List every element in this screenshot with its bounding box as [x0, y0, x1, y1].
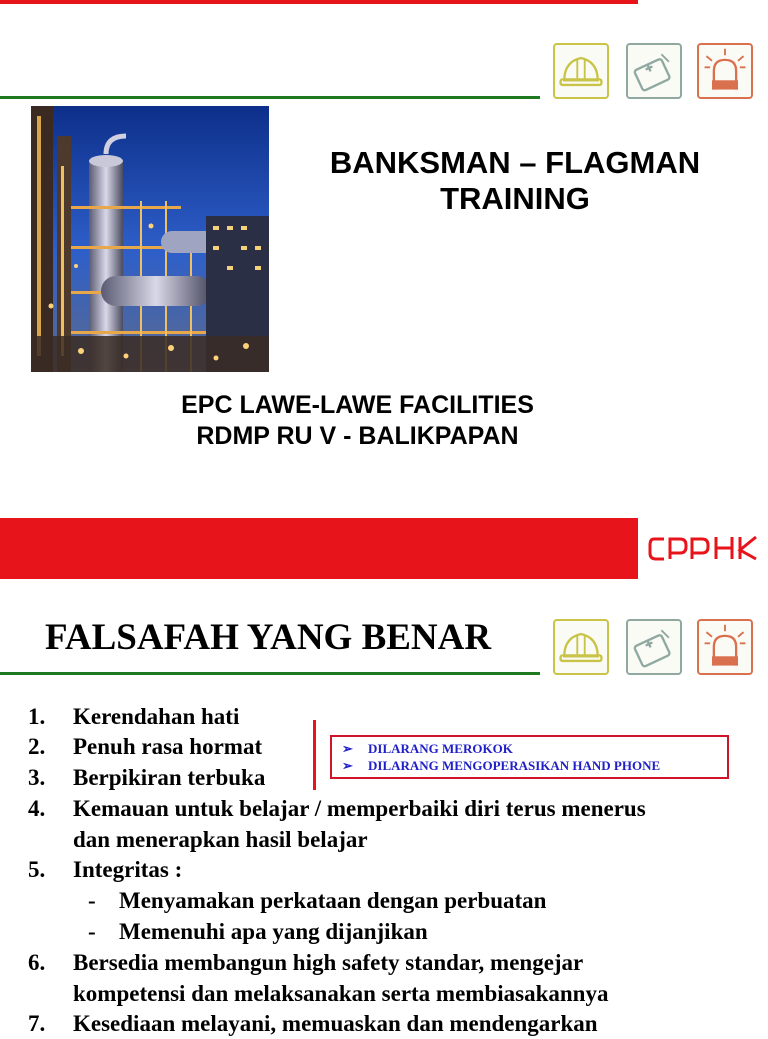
list-text: Penuh rasa hormat [73, 734, 263, 759]
list-text: kompetensi dan melaksanakan serta membiasakannya [73, 981, 609, 1006]
refinery-photo [31, 106, 269, 372]
list-text: Bersedia membangun high safety standar, mengejar [73, 950, 584, 975]
project-line-1: EPC LAWE-LAWE FACILITIES [181, 391, 534, 419]
list-text: Kesediaan melayani, memuaskan dan mendengarkan [73, 1011, 598, 1036]
notice-item [342, 740, 727, 757]
list-number: 5. [28, 857, 46, 882]
title-line-2: TRAINING [440, 181, 590, 216]
list-text: Menyamakan perkataan dengan perbuatan [119, 888, 547, 913]
hard-hat-icon [553, 43, 609, 99]
hard-hat-icon [553, 619, 609, 675]
list-text: dan menerapkan hasil belajar [73, 827, 368, 852]
list-number: 2. [28, 734, 46, 759]
notice-text: DILARANG MEROKOK [368, 741, 513, 756]
list-dash: - [88, 919, 96, 944]
notice-text: DILARANG MENGOPERASIKAN HAND PHONE [368, 758, 661, 773]
arrow-bullet-icon: ➢ [342, 741, 353, 756]
top-red-stripe [0, 0, 638, 4]
list-number: 1. [28, 704, 46, 729]
fire-alarm-icon [697, 43, 753, 99]
arrow-bullet-icon: ➢ [342, 758, 353, 773]
slide2-title: FALSAFAH YANG BENAR [45, 617, 492, 658]
header-green-line [0, 96, 540, 99]
notice-item [342, 757, 727, 774]
slide-title [290, 145, 740, 217]
first-aid-kit-icon [626, 43, 682, 99]
notice-red-bar [313, 720, 316, 790]
list-number: 6. [28, 950, 46, 975]
cpphk-logo [648, 533, 760, 565]
notice-box [330, 735, 729, 779]
list-text: Berpikiran terbuka [73, 765, 266, 790]
list-text: Kemauan untuk belajar / memperbaiki diri terus menerus [73, 796, 646, 821]
list-text: Memenuhi apa yang dijanjikan [119, 919, 428, 944]
red-footer-band [0, 518, 638, 579]
list-dash: - [88, 888, 96, 913]
list-number: 7. [28, 1011, 46, 1036]
first-aid-kit-icon [626, 619, 682, 675]
slide2-green-line [0, 672, 540, 675]
title-line-1: BANKSMAN – FLAGMAN [329, 145, 701, 180]
fire-alarm-icon [697, 619, 753, 675]
list-text: Kerendahan hati [73, 704, 240, 729]
list-number: 3. [28, 765, 46, 790]
project-name [100, 390, 615, 452]
list-number: 4. [28, 796, 46, 821]
list-text: Integritas : [73, 857, 183, 882]
project-line-2: RDMP RU V - BALIKPAPAN [196, 422, 519, 450]
